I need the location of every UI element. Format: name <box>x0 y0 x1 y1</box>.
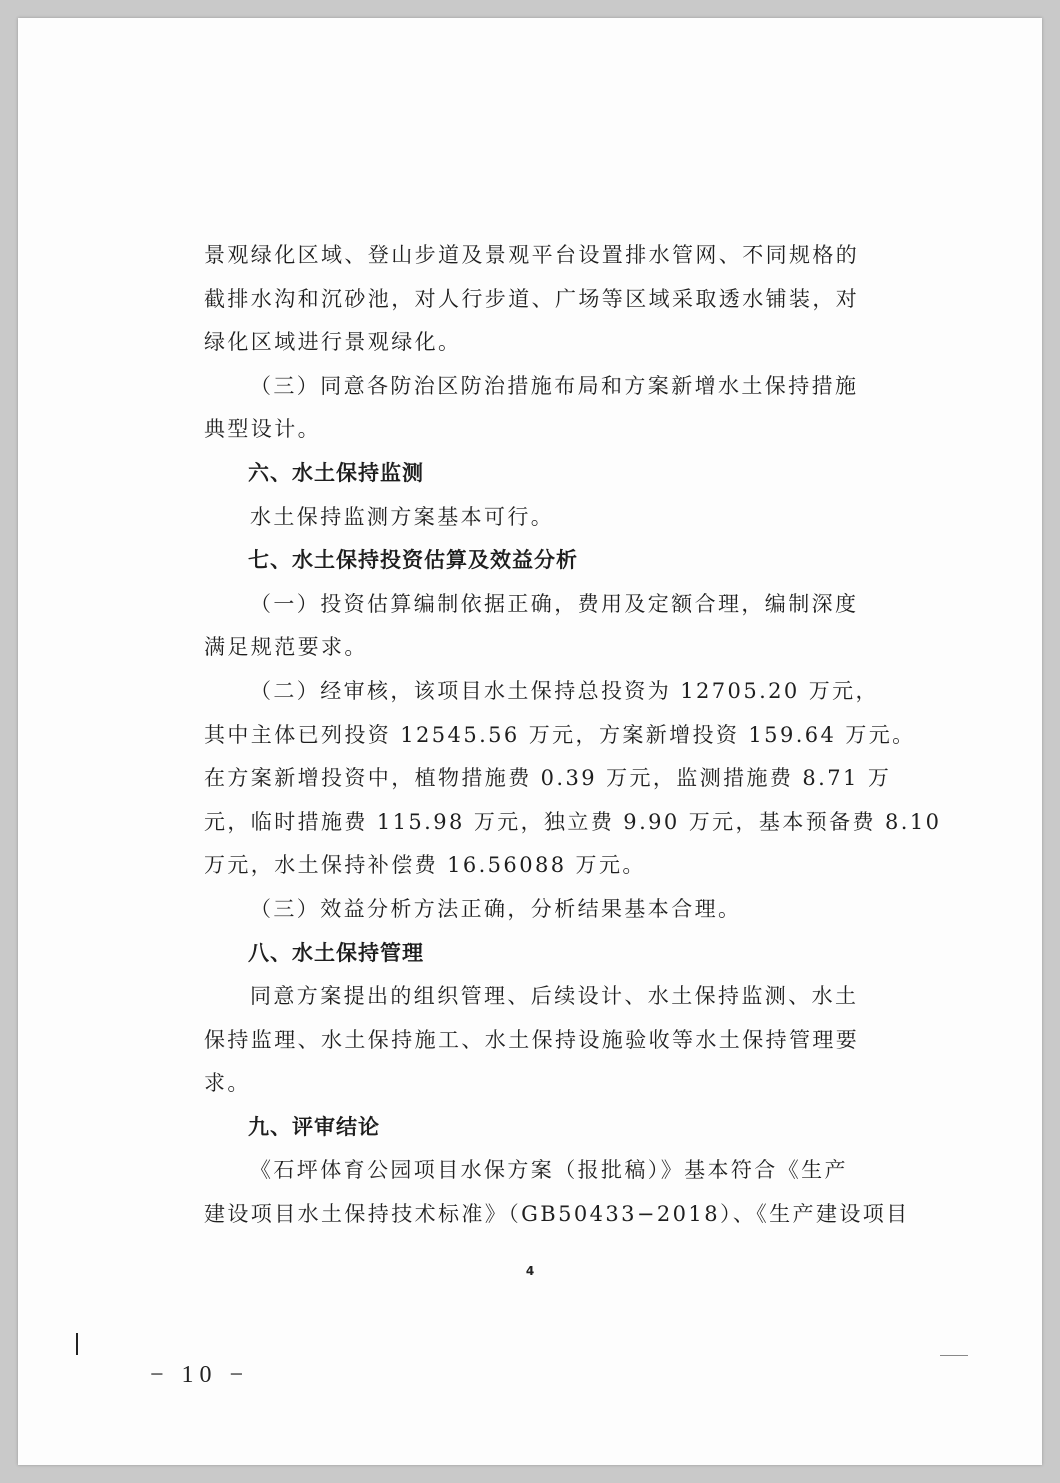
body-line: 同意方案提出的组织管理、后续设计、水土保持监测、水土 <box>250 984 859 1009</box>
inner-page-number: 4 <box>525 1264 535 1278</box>
body-line: 其中主体已列投资 12545.56 万元，方案新增投资 159.64 万元。 <box>204 722 916 747</box>
body-line: 绿化区域进行景观绿化。 <box>204 330 462 355</box>
section-heading-management: 八、水土保持管理 <box>248 940 424 965</box>
outer-page-number: − 10 − <box>150 1362 250 1388</box>
body-line: （二）经审核，该项目水土保持总投资为 12705.20 万元， <box>250 678 879 703</box>
section-heading-investment: 七、水土保持投资估算及效益分析 <box>248 548 578 573</box>
scan-edge-mark <box>940 1355 968 1356</box>
body-line: 满足规范要求。 <box>204 635 368 660</box>
body-line: 典型设计。 <box>204 417 321 442</box>
body-line: 元，临时措施费 115.98 万元，独立费 9.90 万元，基本预备费 8.10 <box>204 809 942 834</box>
body-line: （三）同意各防治区防治措施布局和方案新增水土保持措施 <box>250 373 859 398</box>
section-heading-conclusion: 九、评审结论 <box>248 1114 380 1139</box>
section-heading-monitoring: 六、水土保持监测 <box>248 460 424 485</box>
body-line: （三）效益分析方法正确，分析结果基本合理。 <box>250 896 742 921</box>
document-body <box>204 234 942 1237</box>
body-line: 求。 <box>204 1071 251 1096</box>
body-line: 建设项目水土保持技术标准》（GB50433−2018）、《生产建设项目 <box>204 1202 910 1227</box>
body-line: 保持监理、水土保持施工、水土保持设施验收等水土保持管理要 <box>204 1027 860 1052</box>
scan-margin-mark <box>76 1333 78 1355</box>
body-line: 景观绿化区域、登山步道及景观平台设置排水管网、不同规格的 <box>204 243 860 267</box>
body-line: （一）投资估算编制依据正确，费用及定额合理，编制深度 <box>250 591 859 616</box>
body-line: 截排水沟和沉砂池，对人行步道、广场等区域采取透水铺装，对 <box>204 286 860 311</box>
body-line: 水土保持监测方案基本可行。 <box>250 504 555 529</box>
body-line: 万元，水土保持补偿费 16.56088 万元。 <box>204 853 646 878</box>
body-line: 《石坪体育公园项目水保方案（报批稿）》基本符合《生产 <box>250 1158 848 1183</box>
body-line: 在方案新增投资中，植物措施费 0.39 万元，监测措施费 8.71 万 <box>204 766 892 791</box>
